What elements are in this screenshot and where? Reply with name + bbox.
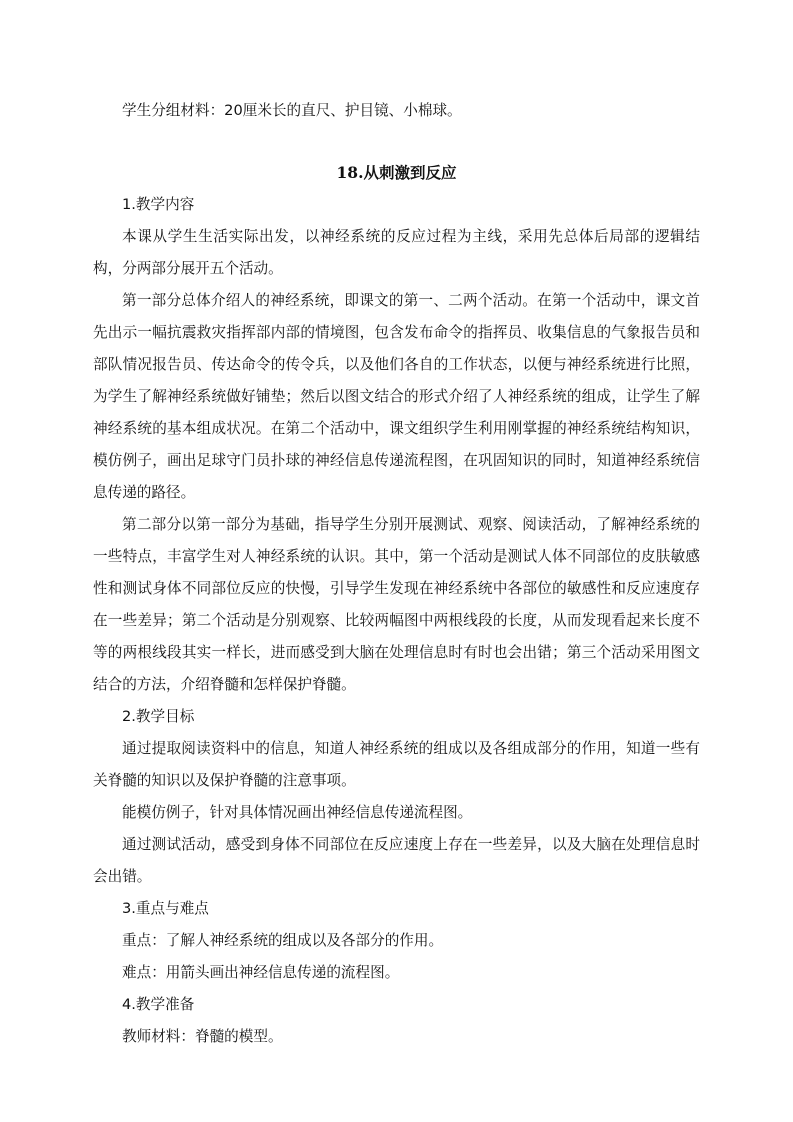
- section-heading-preparation: 4.教学准备: [122, 996, 195, 1013]
- paragraph-goal-knowledge: 通过提取阅读资料中的信息，知道人神经系统的组成以及各组成部分的作用，知道一些有关脊髓的知识以及保护脊髓的注意事项。: [93, 740, 700, 789]
- paragraph-teacher-materials: 教师材料：脊髓的模型。: [122, 1028, 283, 1045]
- paragraph-part-two: 第二部分以第一部分为基础，指导学生分别开展测试、观察、阅读活动，了解神经系统的一些特点，丰富学生对人神经系统的认识。其中，第一个活动是测试人体不同部位的皮肤敏感性和测试身体不同部位反应的快慢，引导学生发现在神经系统中各部位的敏感性和反应速度存在一些差异；第二个活动是分别观察、比较两幅图中两根线段的长度，从而发现看起来长度不等的两根线段其实一样长，进而感受到大脑在处理信息时有时也会出错；第三个活动采用图文结合的方法，介绍脊髓和怎样保护脊髓。: [93, 516, 700, 693]
- section-heading-teaching-goals: 2.教学目标: [122, 708, 195, 725]
- paragraph-part-one: 第一部分总体介绍人的神经系统，即课文的第一、二两个活动。在第一个活动中，课文首先出示一幅抗震救灾指挥部内部的情境图，包含发布命令的指挥员、收集信息的气象报告员和部队情况报告员、传达命令的传令兵，以及他们各自的工作状态，以便与神经系统进行比照，为学生了解神经系统做好铺垫；然后以图文结合的形式介绍了人神经系统的组成，让学生了解神经系统的基本组成状况。在第二个活动中，课文组织学生利用刚掌握的神经系统结构知识，模仿例子，画出足球守门员扑球的神经信息传递流程图，在巩固知识的同时，知道神经系统信息传递的路径。: [93, 292, 700, 501]
- student-materials-line: 学生分组材料：20厘米长的直尺、护目镜、小棉球。: [122, 102, 462, 119]
- paragraph-goal-experience: 通过测试活动，感受到身体不同部位在反应速度上存在一些差异，以及大脑在处理信息时会出错。: [93, 836, 700, 885]
- paragraph-key-point: 重点：了解人神经系统的组成以及各部分的作用。: [122, 932, 444, 949]
- lesson-title: 18.从刺激到反应: [336, 163, 457, 182]
- section-heading-key-points: 3.重点与难点: [122, 900, 209, 917]
- paragraph-overview: 本课从学生生活实际出发，以神经系统的反应过程为主线，采用先总体后局部的逻辑结构，分两部分展开五个活动。: [93, 228, 700, 277]
- section-heading-teaching-content: 1.教学内容: [122, 196, 195, 213]
- paragraph-difficult-point: 难点：用箭头画出神经信息传递的流程图。: [122, 964, 400, 981]
- paragraph-goal-skill: 能模仿例子，针对具体情况画出神经信息传递流程图。: [122, 804, 473, 821]
